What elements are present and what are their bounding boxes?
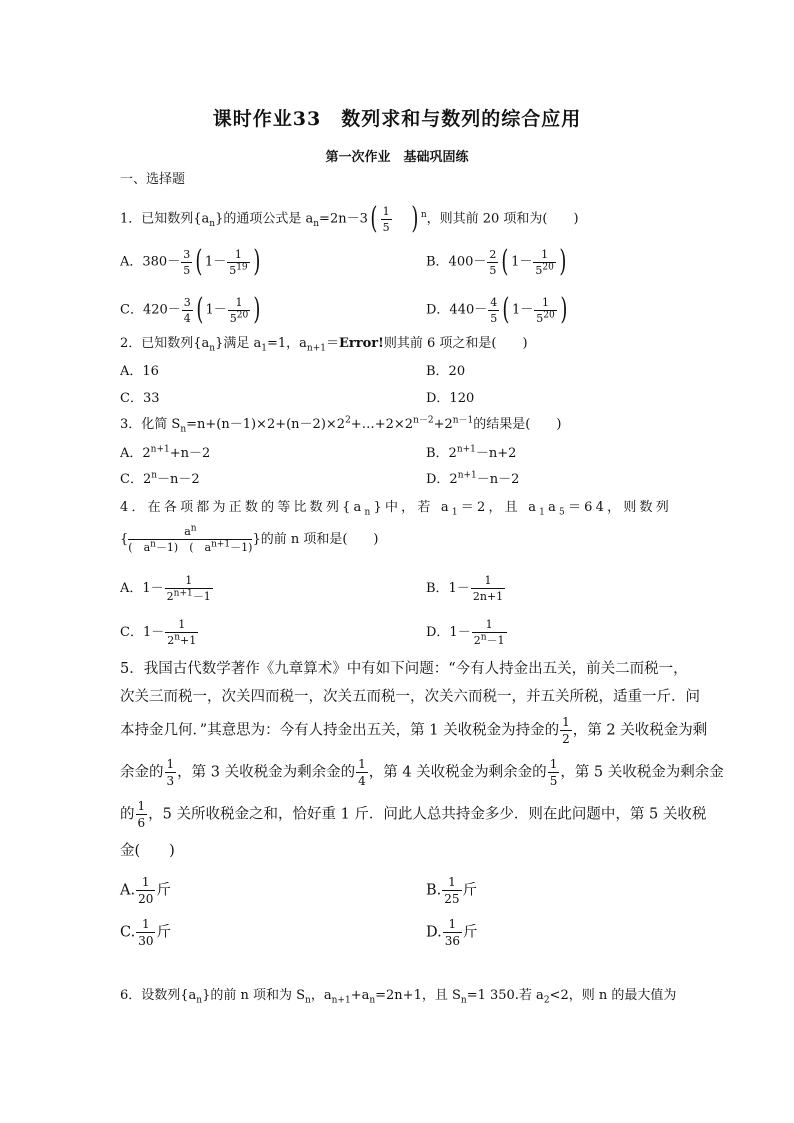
question-5-line-2: 次关三而税一，次关四而税一，次关五而税一，次关六而税一，并五关所税，适重一斤．问 — [120, 689, 700, 705]
question-5-line-4: 余金的 $\frac{1}{3}$ ，第 3 关收税金为剩余金的 $\frac{1}{4}$ ，第 4 关收税金为剩余金的 $\frac{1}{5}$ ，第 5 关收税金为剩余金 — [120, 757, 724, 788]
q4-option-c: C．1－ $\frac{1}{2^n+1}$ — [120, 618, 197, 647]
question-2: 2．已知数列$\{a_n\}$满足 $a_1=1$，$a_{n+1}=Error$!则其前 6 项之和是( ) — [120, 336, 528, 354]
q1-option-b: B．400－ $\frac{2}{5}$ ( 1－ $\frac{1}{5^{20}}$ ) — [426, 244, 567, 279]
q4-option-a: A．1－ $\frac{1}{2^{n+1}-1}$ — [120, 574, 211, 603]
q3-option-c: C．$2^n-n-2$ — [120, 470, 200, 487]
q3-option-d: D．$2^{n+1}-n-2$ — [426, 470, 520, 487]
q2-option-d: D．120 — [426, 391, 475, 406]
q5-option-c: C. $\frac{1}{30}$ 斤 — [120, 917, 171, 948]
question-5-line-6: 金( ) — [120, 843, 175, 859]
q2-option-c: C．33 — [120, 391, 160, 406]
q5-option-b: B. $\frac{1}{25}$ 斤 — [426, 875, 478, 906]
q4-option-b: B．1－ $\frac{1}{2n+1}$ — [426, 574, 504, 603]
q3-option-a: A．$2^{n+1}+n-2$ — [120, 444, 211, 461]
q2-option-a: A．16 — [120, 364, 159, 379]
question-4-line-2: { $\frac{a^n}{( a^n-1) ( a^{n+1}-1)}$ }的前 n 项和是( ) — [120, 523, 379, 554]
question-4-line-1: 4．在各项都为正数的等比数列$\{a_n\}$中，若 $a_1=2$，且 $a_1a_5=64$，则数列 — [120, 500, 672, 518]
question-5-line-3: 本持金几何．”其意思为：今有人持金出五关，第 1 关收税金为持金的 $\frac{1}{2}$ ，第 2 关收税金为剩 — [120, 715, 708, 746]
section-heading: 一、选择题 — [120, 172, 186, 187]
page-subtitle: 第一次作业 基础巩固练 — [325, 150, 469, 165]
q1-option-c: C．420－ $\frac{3}{4}$ ( 1－ $\frac{1}{5^{20}}$ ) — [120, 292, 261, 327]
question-1: 1．已知数列$\{a_n\}$的通项公式是 $a_n=2n-3$( $\frac{1}{5}$ ) $^n$，则其前 20 项和为( ) — [120, 201, 579, 236]
q1-option-d: D．440－ $\frac{4}{5}$ ( 1－ $\frac{1}{5^{20}}$ ) — [426, 292, 568, 327]
q5-option-d: D. $\frac{1}{36}$ 斤 — [426, 917, 478, 948]
q2-option-b: B．20 — [426, 364, 466, 379]
q5-option-a: A. $\frac{1}{20}$ 斤 — [120, 875, 171, 906]
q3-option-b: B．$2^{n+1}-n+2$ — [426, 444, 517, 461]
question-3: 3．化简 $S_n=n+(n-1)\times 2+(n-2)\times 2^2+\dots+2\times 2^{n-2}+2^{n-1}$的结果是( ) — [120, 415, 562, 435]
q4-option-d: D．1－ $\frac{1}{2^n-1}$ — [426, 618, 505, 647]
question-5-line-1: 5．我国古代数学著作《九章算术》中有如下问题：“今有人持金出五关，前关二而税一， — [120, 661, 688, 677]
question-6: 6．设数列$\{a_n\}$的前 n 项和为 $S_n$，$a_{n+1}+a_n=2n+1$，且 $S_n=1$ 350.若 $a_2<2$，则 n 的最大值为 — [120, 988, 677, 1006]
page-title: 课时作业33 数列求和与数列的综合应用 — [212, 108, 582, 130]
q1-option-a: A．380－ $\frac{3}{5}$ ( 1－ $\frac{1}{5^{19}}$ ) — [120, 244, 261, 279]
question-5-line-5: 的 $\frac{1}{6}$ ，5 关所收税金之和，恰好重 1 斤．问此人总共持金多少．则在此问题中，第 5 关收税 — [120, 799, 707, 830]
